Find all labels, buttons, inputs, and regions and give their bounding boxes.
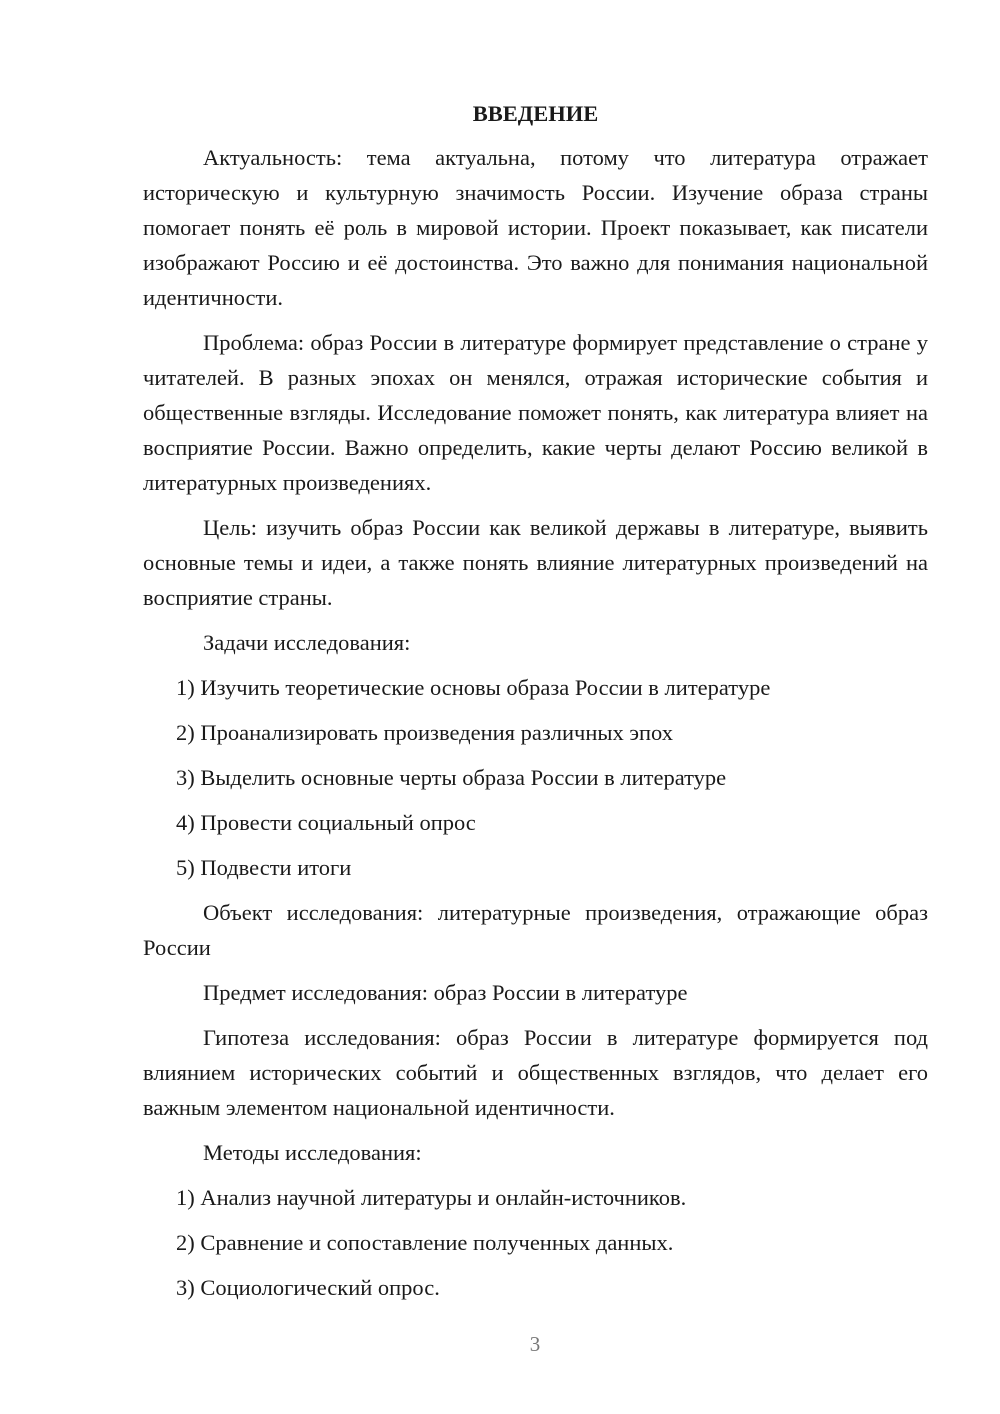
page-number: 3 <box>529 1332 541 1356</box>
object-paragraph: Объект исследования: литературные произведения, отражающие образ России <box>143 900 928 960</box>
tasks-label: Задачи исследования: <box>203 630 411 655</box>
goal-paragraph: Цель: изучить образ России как великой державы в литературе, выявить основные темы и идеи, а также понять влияние литературных произведений на восприятие страны. <box>143 515 928 610</box>
list-item: 2) Сравнение и сопоставление полученных данных. <box>176 1230 674 1255</box>
section-title: ВВЕДЕНИЕ <box>472 101 599 126</box>
subject-paragraph: Предмет исследования: образ России в литературе <box>203 980 688 1005</box>
methods-label: Методы исследования: <box>203 1140 422 1165</box>
list-item: 2) Проанализировать произведения различных эпох <box>176 720 673 745</box>
relevance-paragraph: Актуальность: тема актуальна, потому что литература отражает историческую и культурную значимость России. Изучение образа страны помогает понять её роль в мировой истории. Проект показывает, как писатели изображают Россию и её достоинства. Это важно для понимания национальной идентичности. <box>143 145 928 310</box>
list-item: 1) Анализ научной литературы и онлайн-источников. <box>176 1185 687 1210</box>
page-content <box>143 96 928 1315</box>
problem-paragraph: Проблема: образ России в литературе формирует представление о стране у читателей. В разных эпохах он менялся, отражая исторические события и общественные взгляды. Исследование поможет понять, как литература влияет на восприятие России. Важно определить, какие черты делают Россию великой в литературных произведениях. <box>143 330 928 495</box>
list-item: 4) Провести социальный опрос <box>176 810 476 835</box>
list-item: 3) Социологический опрос. <box>176 1275 440 1300</box>
list-item: 1) Изучить теоретические основы образа России в литературе <box>176 675 771 700</box>
methods-list <box>143 1180 928 1305</box>
list-item: 5) Подвести итоги <box>176 855 352 880</box>
tasks-list <box>143 670 928 885</box>
hypothesis-paragraph: Гипотеза исследования: образ России в литературе формируется под влиянием исторических событий и общественных взглядов, что делает его важным элементом национальной идентичности. <box>143 1025 928 1120</box>
list-item: 3) Выделить основные черты образа России в литературе <box>176 765 727 790</box>
